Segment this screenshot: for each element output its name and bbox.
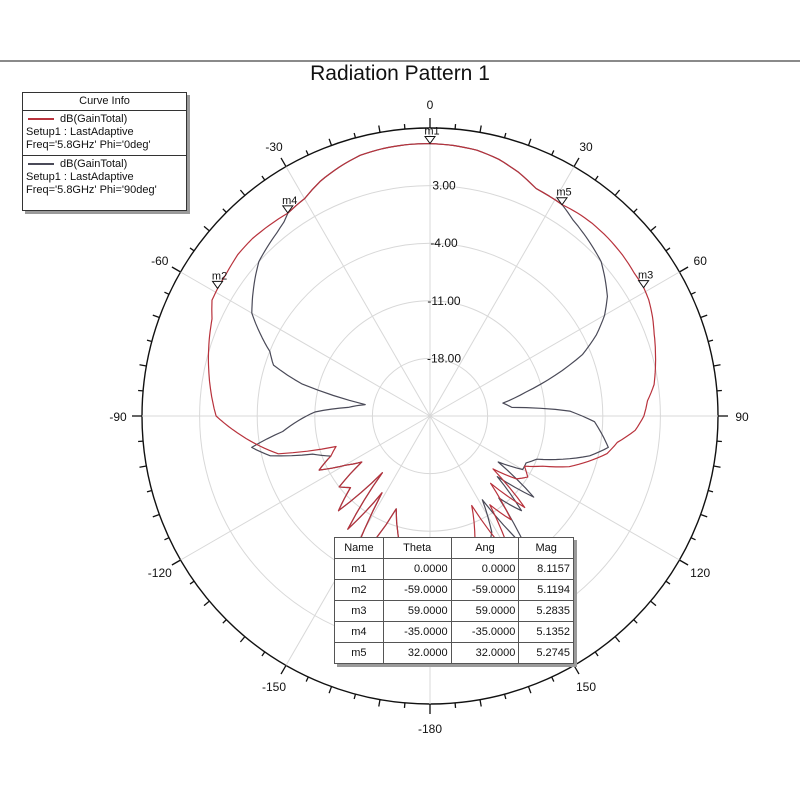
radial-tick-label: -4.00	[430, 236, 458, 251]
cell-theta: -35.0000	[383, 622, 451, 643]
angle-tick-label: 90	[735, 410, 749, 424]
radial-tick-label: -18.00	[426, 351, 462, 366]
polar-tick-mark	[615, 637, 619, 642]
polar-tick-mark	[281, 158, 286, 167]
marker-label: m2	[211, 270, 228, 283]
polar-tick-mark	[714, 365, 721, 366]
polar-tick-mark	[480, 700, 481, 707]
cell-ang: -35.0000	[451, 622, 519, 643]
legend-entry-freq: Freq='5.8GHz' Phi='90deg'	[26, 184, 157, 196]
angle-tick-label: -180	[417, 722, 443, 736]
polar-tick-mark	[634, 620, 638, 624]
polar-tick-mark	[691, 292, 696, 294]
marker-table-header-row	[335, 538, 574, 559]
cell-name: m4	[335, 622, 384, 643]
marker-m3	[638, 270, 653, 288]
polar-tick-mark	[701, 515, 708, 517]
angle-tick-label: 60	[693, 254, 707, 268]
polar-tick-mark	[164, 538, 169, 540]
polar-tick-mark	[651, 226, 656, 230]
polar-tick-mark	[615, 190, 619, 195]
polar-grid-spoke	[286, 167, 430, 416]
polar-tick-mark	[306, 677, 308, 682]
legend-entry-setup: Setup1 : LastAdaptive	[26, 171, 134, 183]
table-row	[335, 580, 574, 601]
marker-m2	[212, 270, 227, 288]
polar-tick-mark	[139, 466, 146, 467]
marker-label: m3	[637, 269, 654, 282]
polar-tick-mark	[329, 139, 331, 146]
marker-m4	[282, 195, 297, 213]
col-header-ang: Ang	[451, 538, 519, 559]
cell-mag: 5.2745	[519, 643, 574, 664]
polar-tick-mark	[172, 267, 181, 272]
marker-label: m5	[556, 186, 572, 199]
cell-ang: 0.0000	[451, 559, 519, 580]
curve-info-legend[interactable]	[22, 92, 187, 211]
cell-ang: 59.0000	[451, 601, 519, 622]
polar-tick-mark	[223, 209, 227, 213]
polar-tick-mark	[190, 248, 194, 251]
table-row	[335, 559, 574, 580]
angle-tick-label: -120	[147, 566, 172, 580]
cell-name: m5	[335, 643, 384, 664]
cell-name: m3	[335, 601, 384, 622]
angle-tick-label: -150	[261, 680, 287, 695]
cell-name: m2	[335, 580, 384, 601]
marker-m1	[424, 126, 439, 144]
angle-tick-label: 150	[575, 680, 597, 695]
cell-mag: 5.2835	[519, 601, 574, 622]
cell-theta: 32.0000	[383, 643, 451, 664]
angle-tick-label: -30	[265, 139, 283, 154]
polar-tick-mark	[574, 665, 579, 674]
marker-triangle	[213, 281, 223, 288]
polar-tick-mark	[204, 601, 209, 605]
legend-entry-setup: Setup1 : LastAdaptive	[26, 126, 134, 138]
polar-tick-mark	[529, 139, 531, 146]
polar-tick-mark	[281, 665, 286, 674]
legend-entry-phi0[interactable]	[23, 111, 186, 155]
polar-tick-mark	[262, 652, 265, 656]
cell-mag: 5.1352	[519, 622, 574, 643]
legend-header: Curve Info	[23, 93, 186, 111]
angle-tick-label: 30	[579, 139, 593, 154]
cell-theta: 0.0000	[383, 559, 451, 580]
cell-theta: 59.0000	[383, 601, 451, 622]
polar-tick-mark	[147, 491, 152, 492]
polar-tick-mark	[354, 133, 355, 138]
polar-tick-mark	[223, 620, 227, 624]
legend-entry-name: dB(GainTotal)	[60, 158, 128, 170]
polar-grid-spoke	[430, 269, 679, 416]
polar-tick-mark	[153, 315, 160, 317]
polar-tick-mark	[634, 209, 638, 213]
polar-tick-mark	[505, 694, 506, 699]
polar-tick-mark	[329, 687, 331, 694]
polar-tick-mark	[529, 687, 531, 694]
polar-grid-spoke	[181, 272, 430, 416]
polar-tick-mark	[666, 248, 670, 251]
marker-triangle	[639, 281, 649, 288]
polar-tick-mark	[552, 150, 554, 155]
cell-ang: 32.0000	[451, 643, 519, 664]
angle-tick-label: 120	[690, 566, 711, 580]
polar-tick-mark	[153, 515, 160, 517]
polar-tick-mark	[552, 677, 554, 682]
polar-tick-mark	[240, 637, 244, 642]
polar-tick-mark	[172, 560, 181, 565]
table-row	[335, 643, 574, 664]
polar-tick-mark	[708, 491, 713, 492]
col-header-name: Name	[335, 538, 384, 559]
marker-table	[334, 537, 574, 664]
angle-tick-label: -90	[109, 410, 127, 424]
marker-label: m1	[424, 125, 440, 138]
polar-tick-mark	[714, 466, 721, 467]
polar-tick-mark	[306, 150, 308, 155]
polar-tick-mark	[379, 125, 380, 132]
legend-swatch-dark	[28, 163, 54, 165]
chart-title: Radiation Pattern 1	[310, 62, 490, 85]
polar-tick-mark	[595, 176, 598, 180]
polar-tick-mark	[240, 190, 244, 195]
polar-tick-mark	[147, 340, 152, 341]
col-header-mag: Mag	[519, 538, 574, 559]
radial-tick-label: 3.00	[432, 178, 456, 193]
polar-tick-mark	[679, 560, 688, 565]
marker-triangle	[425, 137, 435, 144]
polar-tick-mark	[505, 133, 506, 138]
legend-entry-phi90[interactable]	[23, 155, 186, 200]
polar-tick-mark	[164, 292, 169, 294]
polar-tick-mark	[691, 538, 696, 540]
polar-tick-mark	[204, 226, 209, 230]
polar-tick-mark	[666, 581, 670, 584]
table-row	[335, 601, 574, 622]
polar-tick-mark	[595, 652, 598, 656]
polar-tick-mark	[480, 125, 481, 132]
angle-tick-label: 0	[426, 98, 434, 112]
polar-tick-mark	[354, 694, 355, 699]
polar-tick-mark	[139, 365, 146, 366]
polar-tick-mark	[262, 176, 265, 180]
radial-tick-label: -11.00	[427, 293, 461, 308]
polar-tick-mark	[679, 267, 688, 272]
polar-tick-mark	[708, 340, 713, 341]
marker-triangle	[557, 198, 567, 205]
polar-tick-mark	[574, 158, 579, 167]
cell-mag: 5.1194	[519, 580, 574, 601]
cell-ang: -59.0000	[451, 580, 519, 601]
legend-entry-name: dB(GainTotal)	[60, 113, 128, 125]
table-row	[335, 622, 574, 643]
cell-theta: -59.0000	[383, 580, 451, 601]
marker-label: m4	[282, 194, 298, 207]
col-header-theta: Theta	[383, 538, 451, 559]
legend-entry-freq: Freq='5.8GHz' Phi='0deg'	[26, 139, 151, 151]
polar-tick-mark	[379, 700, 380, 707]
cell-name: m1	[335, 559, 384, 580]
polar-tick-mark	[651, 601, 656, 605]
cell-mag: 8.1157	[519, 559, 574, 580]
polar-tick-mark	[190, 581, 194, 584]
polar-grid-spoke	[430, 167, 574, 416]
angle-tick-label: -60	[151, 254, 169, 268]
polar-tick-mark	[701, 315, 708, 317]
legend-swatch-red	[28, 118, 54, 120]
